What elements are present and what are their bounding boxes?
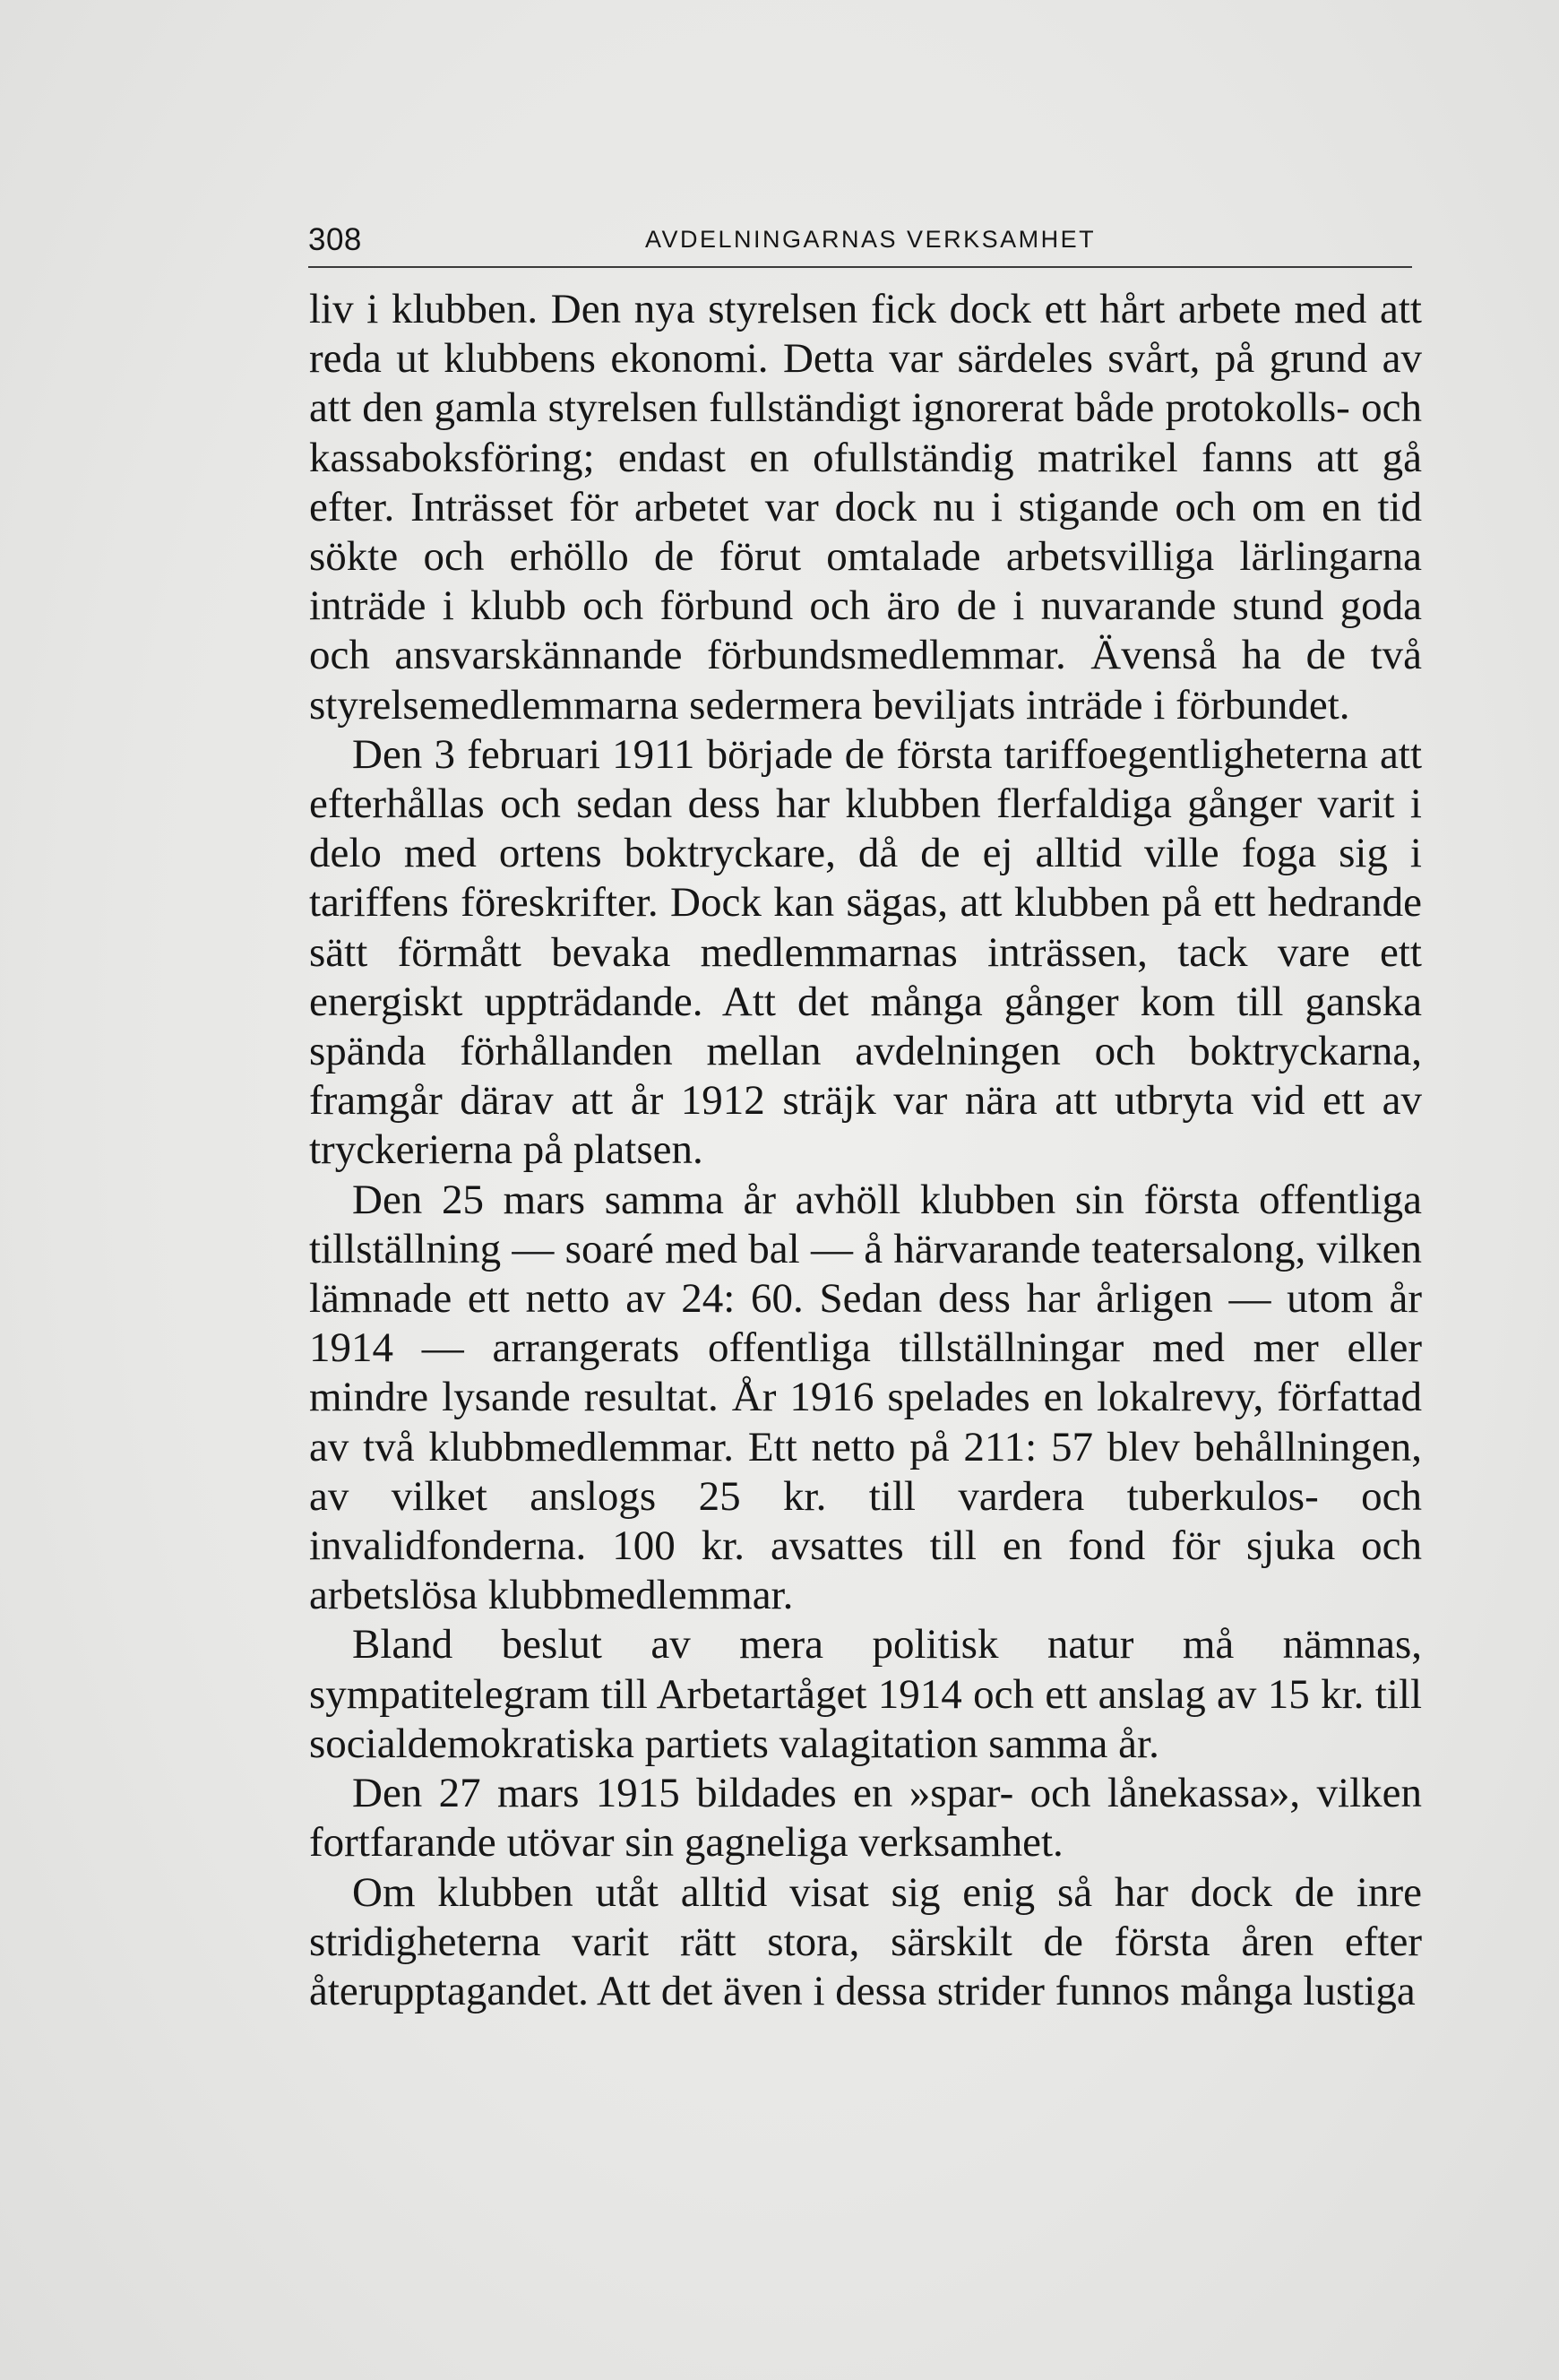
header-rule bbox=[308, 266, 1412, 268]
paragraph-2: Den 3 februari 1911 började de första tariffoegentligheterna att efterhållas och sedan dess har klubben flerfaldiga gånger varit i delo med ortens boktryckare, då de ej alltid ville foga sig i tariffens föreskrifter. Dock kan sägas, att klubben på ett hedrande sätt förmått bevaka medlemmarnas inträssen, tack vare ett energiskt uppträdande. Att det många gånger kom till ganska spända förhållanden mellan avdelningen och boktryckarna, framgår därav att år 1912 sträjk var nära att utbryta vid ett av tryckerierna på platsen. bbox=[309, 730, 1422, 1174]
paragraph-1: liv i klubben. Den nya styrelsen fick dock ett hårt arbete med att reda ut klubbens ekonomi. Detta var särdeles svårt, på grund av att den gamla styrelsen fullständigt ignorerat både protokolls- och kassaboksföring; endast en ofullständig matrikel fanns att gå efter. Inträsset för arbetet var dock nu i stigande och om en tid sökte och erhöllo de förut omtalade arbetsvilliga lärlingarna inträde i klubb och förbund och äro de i nuvarande stund goda och ansvarskännande förbundsmedlemmar. Ävenså ha de två styrelsemedlemmarna sedermera beviljats inträde i förbundet. bbox=[309, 286, 1422, 729]
paragraph-4: Bland beslut av mera politisk natur må nämnas, sympatitelegram till Arbetartåget 1914 och ett anslag av 15 kr. till socialdemokratiska partiets valagitation samma år. bbox=[309, 1621, 1422, 1767]
body-text bbox=[309, 285, 1422, 2016]
paragraph-5: Den 27 mars 1915 bildades en »spar- och lånekassa», vilken fortfarande utövar sin gagneliga verksamhet. bbox=[309, 1770, 1422, 1867]
paragraph-3: Den 25 mars samma år avhöll klubben sin första offentliga tillställning — soaré med bal — å härvarande teatersalong, vilken lämnade ett netto av 24: 60. Sedan dess har årligen — utom år 1914 — arrangerats offentliga tillställningar med mer eller mindre lysande resultat. År 1916 spelades en lokalrevy, författad av två klubbmedlemmar. Ett netto på 211: 57 blev behållningen, av vilket anslogs 25 kr. till vardera tuberkulos- och invalidfonderna. 100 kr. avsattes till en fond för sjuka och arbetslösa klubbmedlemmar. bbox=[309, 1176, 1422, 1619]
running-head: AVDELNINGARNAS VERKSAMHET bbox=[645, 226, 1097, 253]
page-header bbox=[308, 213, 1410, 267]
paragraph-6: Om klubben utåt alltid visat sig enig så har dock de inre stridigheterna varit rätt stora, särskilt de första åren efter återupptagandet. Att det även i dessa strider funnos många lustiga bbox=[309, 1868, 1422, 2014]
page-number: 308 bbox=[308, 222, 362, 257]
